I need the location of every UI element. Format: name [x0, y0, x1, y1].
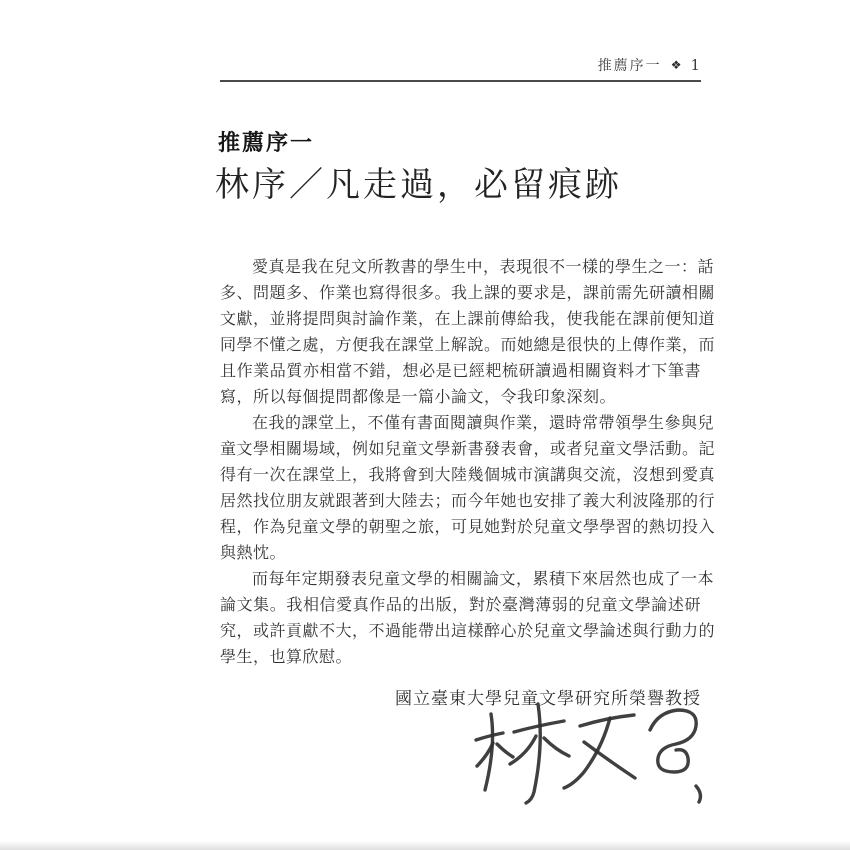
section-kicker: 推薦序一 — [218, 131, 315, 156]
diamond-ornament-icon: ❖ — [670, 58, 682, 72]
body-line: 愛真是我在兒文所教書的學生中，表現很不一樣的學生之一：話 — [252, 257, 715, 276]
body-line: 童文學相關場域，例如兒童文學新書發表會，或者兒童文學活動。記 — [220, 439, 716, 458]
body-line: 多、問題多、作業也寫得很多。我上課的要求是，課前需先研讀相關 — [220, 283, 716, 302]
body-line: 同學不懂之處，方便我在課堂上解說。而她總是很快的上傳作業，而 — [220, 335, 716, 354]
page-title: 林序／凡走過，必留痕跡 — [215, 165, 622, 205]
scan-bottom-edge — [0, 841, 850, 850]
signature-handwriting — [472, 700, 712, 810]
body-line: 在我的課堂上，不僅有書面閱讀與作業，還時常帶領學生參與兒 — [252, 413, 715, 432]
body-line: 程，作為兒童文學的朝聖之旅，可見她對於兒童文學學習的熱切投入 — [220, 517, 716, 536]
body-text — [220, 254, 716, 670]
body-line: 究，或許貢獻不大，不過能帶出這樣醉心於兒童文學論述與行動力的 — [220, 621, 716, 640]
body-line: 與熱忱。 — [220, 543, 287, 562]
running-header — [598, 55, 700, 75]
signature-svg — [472, 700, 712, 810]
author-affiliation: 國立臺東大學兒童文學研究所榮譽教授 — [395, 689, 701, 709]
body-line: 居然找位朋友就跟著到大陸去；而今年她也安排了義大利波隆那的行 — [220, 491, 716, 510]
running-header-title: 推薦序一 — [597, 58, 662, 74]
body-line: 得有一次在課堂上，我將會到大陸幾個城市演講與交流，沒想到愛真 — [220, 465, 716, 484]
body-line: 論文集。我相信愛真作品的出版，對於臺灣薄弱的兒童文學論述研 — [220, 595, 701, 614]
body-line: 學生，也算欣慰。 — [220, 647, 353, 666]
body-line: 寫，所以每個提問都像是一篇小論文，令我印象深刻。 — [220, 387, 617, 406]
body-line: 且作業品質亦相當不錯，想必是已經耙梳研讀過相關資料才下筆書 — [220, 361, 701, 380]
page-number: 1 — [690, 56, 700, 74]
body-line: 文獻，並將提問與討論作業，在上課前傳給我，使我能在課前便知道 — [220, 309, 716, 328]
header-rule — [220, 80, 701, 82]
body-line: 而每年定期發表兒童文學的相關論文，累積下來居然也成了一本 — [252, 569, 715, 588]
